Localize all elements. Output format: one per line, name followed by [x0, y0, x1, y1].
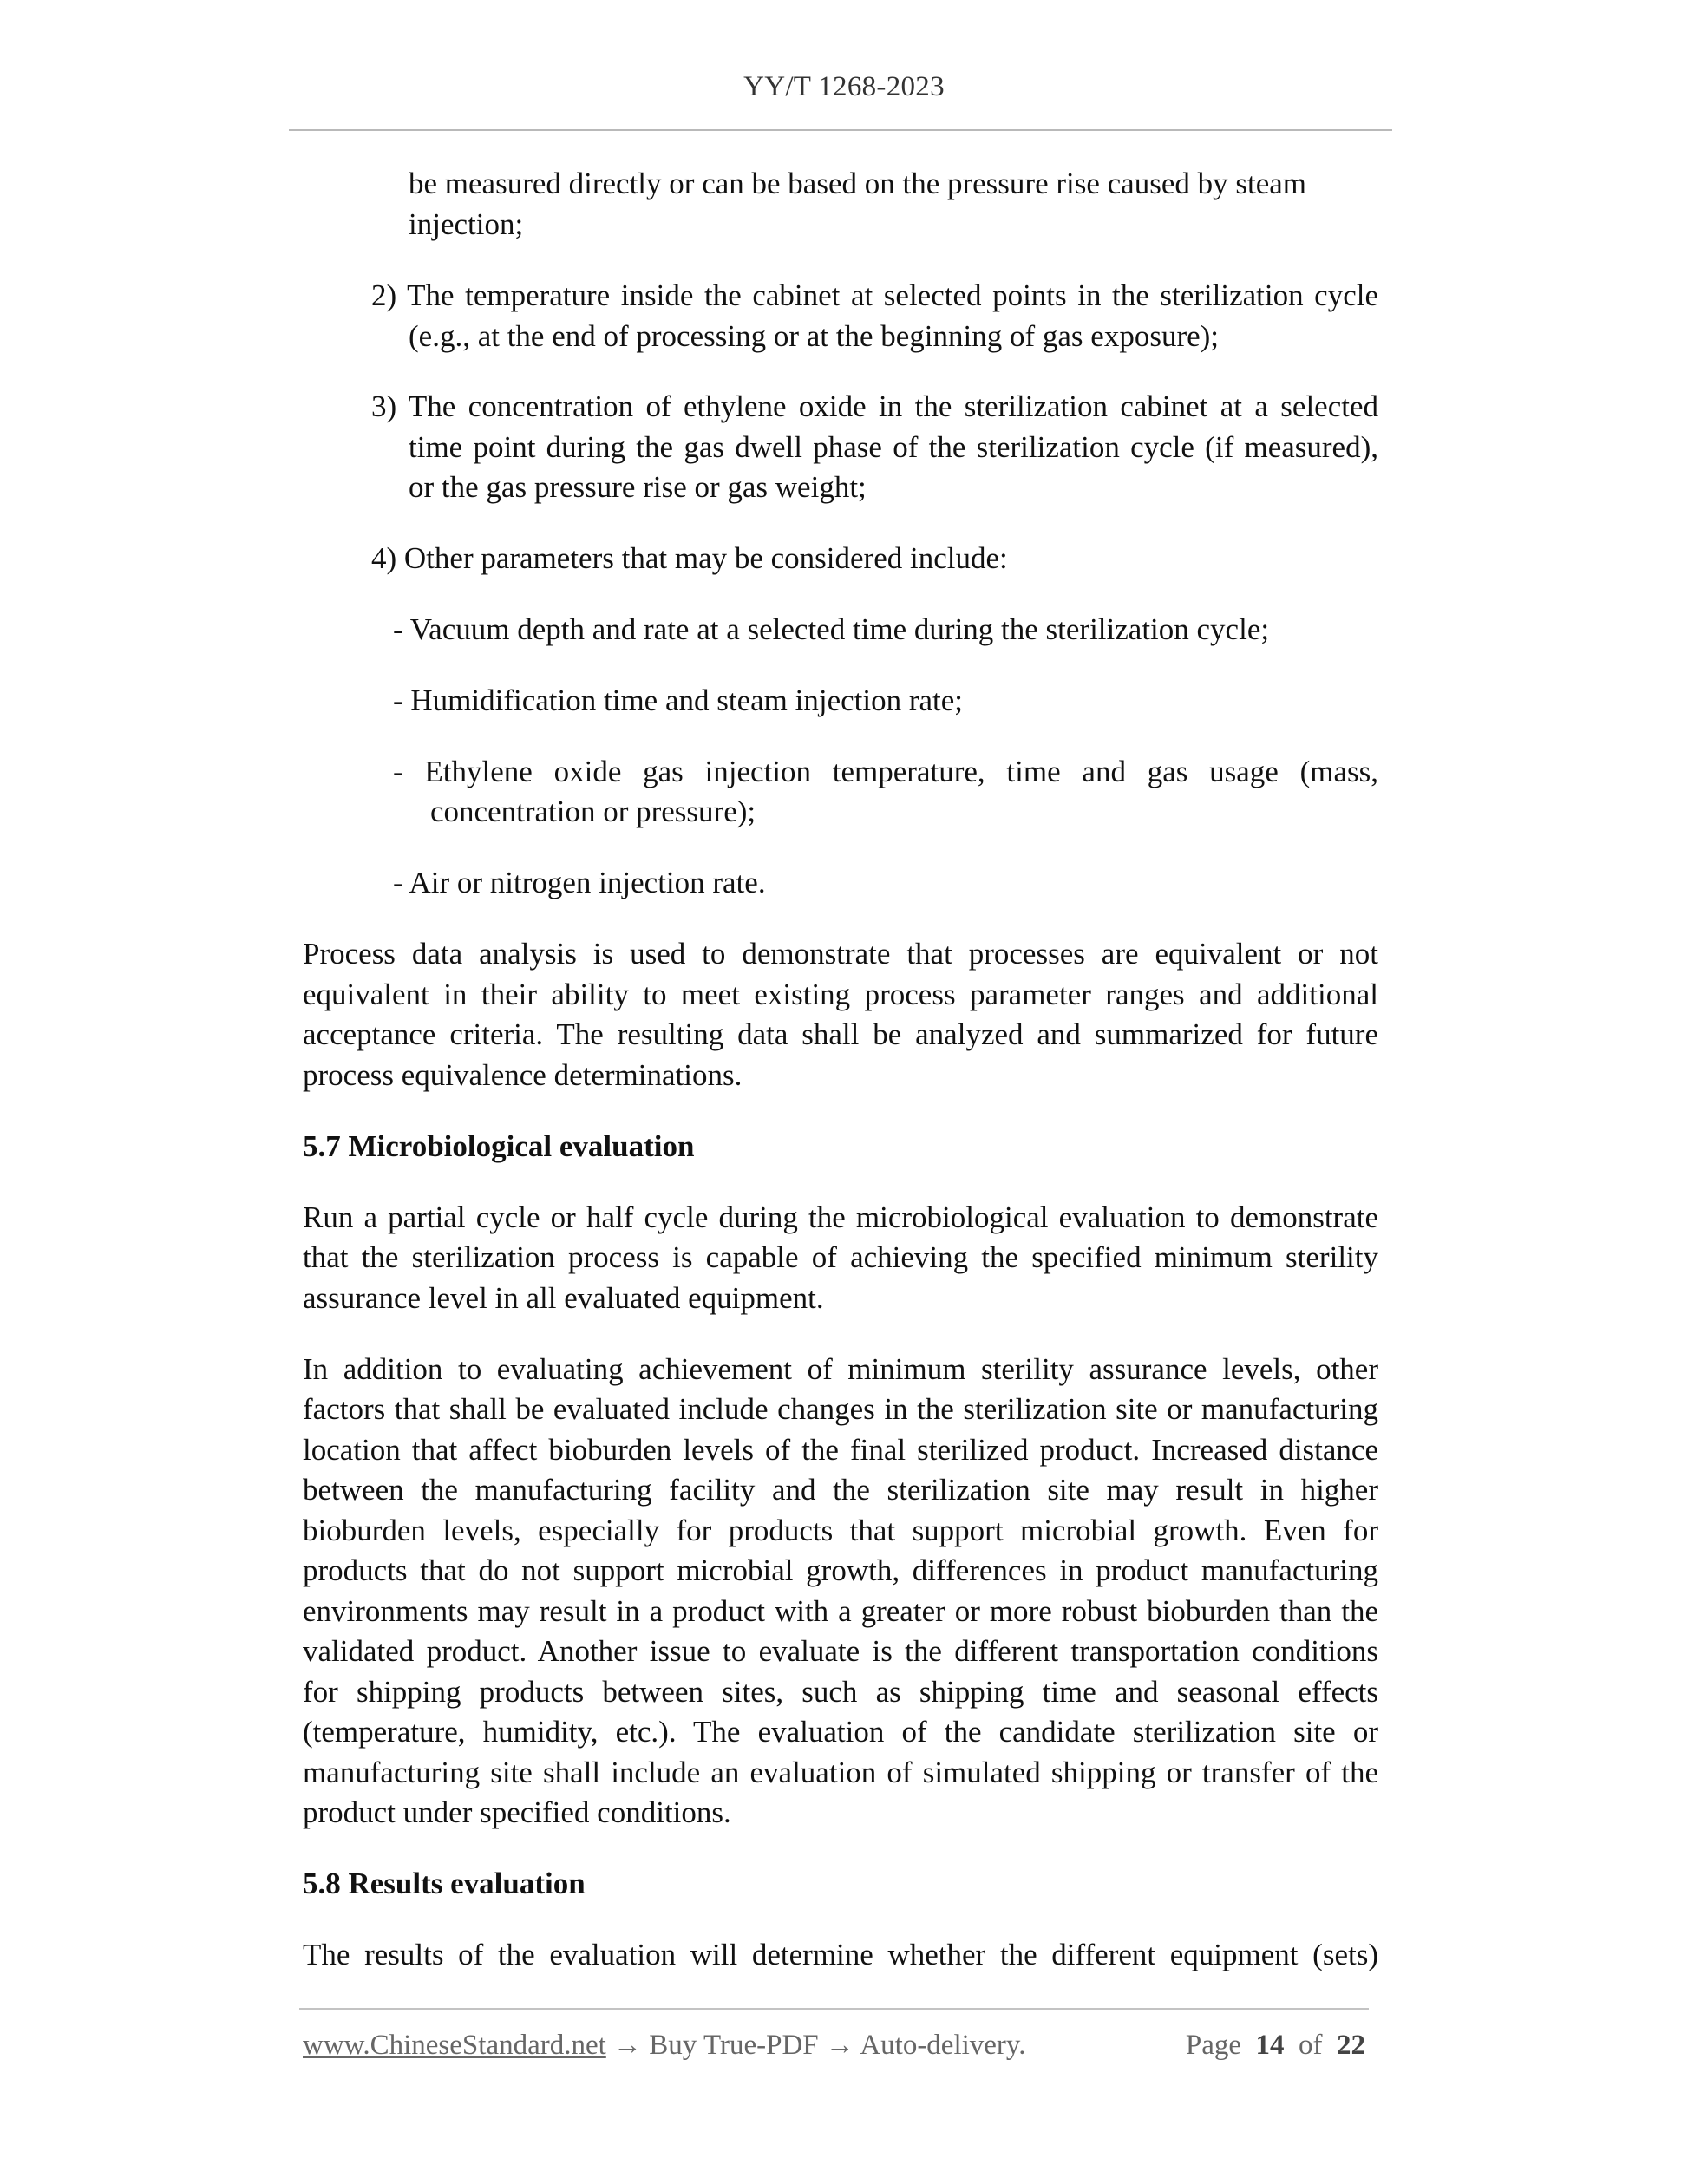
dash-item: concentration or pressure);: [430, 794, 756, 828]
header-divider: [289, 129, 1392, 131]
paragraph-line: location that affect bioburden levels of the final sterilized product. Increased distance: [303, 1433, 1378, 1467]
dash-item: - Humidification time and steam injection rate;: [393, 683, 964, 717]
paragraph-line: equivalent in their ability to meet existing process parameter ranges and additional: [303, 978, 1378, 1011]
paragraph-line: Run a partial cycle or half cycle during the microbiological evaluation to demonstrate: [303, 1200, 1378, 1234]
paragraph-line: (temperature, humidity, etc.). The evaluation of the candidate sterilization site or: [303, 1715, 1378, 1749]
arrow-right-icon: →: [613, 2030, 643, 2061]
dash-item: - Ethylene oxide gas injection temperature, time and gas usage (mass,: [393, 755, 1378, 788]
paragraph-line: factors that shall be evaluated include changes in the sterilization site or manufacturing: [303, 1392, 1378, 1426]
list-item-2-line: 2) The temperature inside the cabinet at selected points in the sterilization cycle: [371, 278, 1378, 312]
of-label: of: [1299, 2030, 1323, 2061]
paragraph-line: The results of the evaluation will determine whether the different equipment (sets): [303, 1938, 1378, 1971]
paragraph-line: between the manufacturing facility and the sterilization site may result in higher: [303, 1473, 1378, 1507]
auto-delivery-text: Auto-delivery.: [860, 2030, 1026, 2061]
page-indicator: [1186, 2030, 1365, 2062]
paragraph-line: bioburden levels, especially for products that support microbial growth. Even for: [303, 1514, 1378, 1547]
paragraph-line: be measured directly or can be based on the pressure rise caused by steam: [409, 167, 1307, 200]
paragraph-line: products that do not support microbial growth, differences in product manufacturing: [303, 1553, 1378, 1587]
document-code-header: YY/T 1268-2023: [743, 71, 945, 102]
footer-promo: [303, 2030, 1026, 2062]
website-link[interactable]: www.ChineseStandard.net: [303, 2030, 606, 2061]
footer-divider: [299, 2008, 1369, 2010]
paragraph-line: acceptance criteria. The resulting data shall be analyzed and summarized for future: [303, 1017, 1378, 1051]
dash-item: - Air or nitrogen injection rate.: [393, 866, 766, 899]
page-number: 14: [1255, 2030, 1285, 2061]
section-heading-5-7: 5.7 Microbiological evaluation: [303, 1129, 695, 1163]
paragraph-line: assurance level in all evaluated equipment.: [303, 1281, 824, 1315]
paragraph-line: Process data analysis is used to demonstrate that processes are equivalent or not: [303, 937, 1378, 971]
list-item-3-line: 3) The concentration of ethylene oxide in the sterilization cabinet at a selected: [371, 389, 1378, 423]
buy-pdf-text: Buy True-PDF: [649, 2030, 819, 2061]
dash-item: - Vacuum depth and rate at a selected time during the sterilization cycle;: [393, 612, 1270, 646]
paragraph-line: product under specified conditions.: [303, 1795, 731, 1829]
paragraph-line: environments may result in a product with a greater or more robust bioburden than the: [303, 1594, 1378, 1628]
paragraph-line: In addition to evaluating achievement of minimum sterility assurance levels, other: [303, 1352, 1378, 1386]
page-total: 22: [1337, 2030, 1365, 2061]
arrow-right-icon: →: [825, 2030, 854, 2061]
paragraph-line: that the sterilization process is capable of achieving the specified minimum sterility: [303, 1240, 1378, 1274]
paragraph-line: injection;: [409, 207, 524, 241]
paragraph-line: process equivalence determinations.: [303, 1058, 743, 1092]
page-label: Page: [1185, 2030, 1241, 2061]
paragraph-line: validated product. Another issue to evaluate is the different transportation conditions: [303, 1634, 1378, 1668]
paragraph-line: for shipping products between sites, such as shipping time and seasonal effects: [303, 1675, 1378, 1709]
paragraph-line: manufacturing site shall include an evaluation of simulated shipping or transfer of the: [303, 1756, 1378, 1789]
list-item-3-line: time point during the gas dwell phase of the sterilization cycle (if measured),: [409, 430, 1378, 464]
section-heading-5-8: 5.8 Results evaluation: [303, 1867, 586, 1900]
list-item-2-line: (e.g., at the end of processing or at the beginning of gas exposure);: [409, 319, 1220, 353]
list-item-4: 4) Other parameters that may be considered include:: [371, 541, 1008, 575]
list-item-3-line: or the gas pressure rise or gas weight;: [409, 470, 867, 504]
